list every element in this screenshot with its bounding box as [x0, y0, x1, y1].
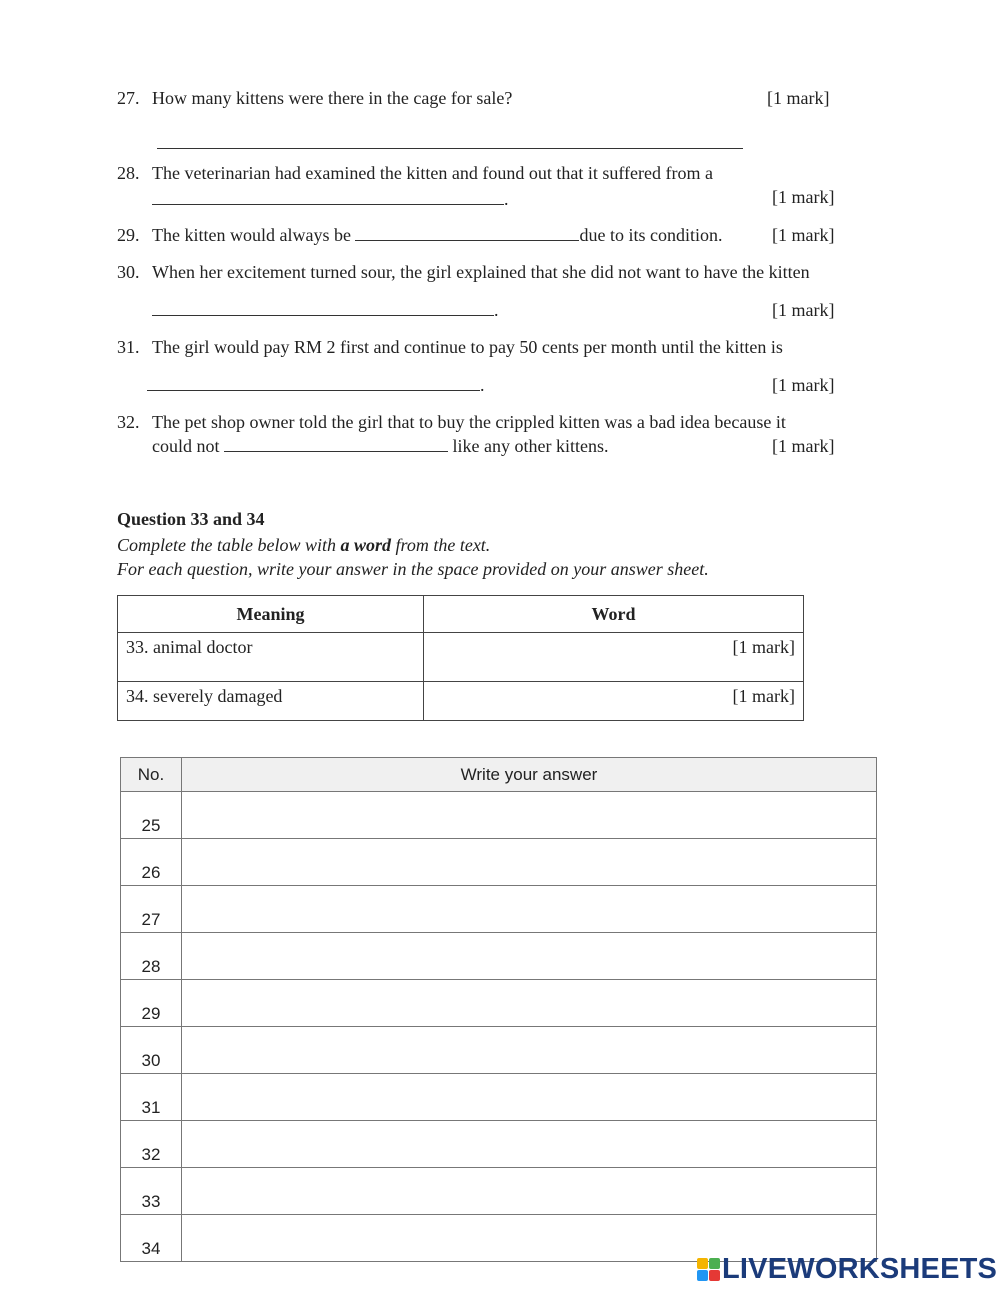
answer-number: 27: [121, 886, 182, 933]
question-31-number: 31.: [117, 337, 140, 357]
question-32-number: 32.: [117, 412, 140, 432]
question-29-blank[interactable]: [355, 226, 579, 241]
answer-input-cell[interactable]: [182, 839, 877, 886]
table-row: [121, 1074, 877, 1121]
table-row: [121, 980, 877, 1027]
question-27-answer-line[interactable]: [157, 148, 743, 149]
answer-number: 30: [121, 1027, 182, 1074]
answer-number: 31: [121, 1074, 182, 1121]
question-29-text-after: due to its condition.: [579, 225, 723, 245]
question-28-blank-line[interactable]: .: [152, 189, 509, 210]
question-31-blank-line[interactable]: .: [147, 375, 485, 396]
answer-input-cell[interactable]: [182, 933, 877, 980]
table-row: [121, 933, 877, 980]
question-29-mark: [1 mark]: [772, 225, 835, 245]
answer-table-header: [121, 758, 877, 792]
question-29-number: 29.: [117, 225, 140, 245]
question-28-mark: [1 mark]: [772, 187, 835, 207]
answer-input-cell[interactable]: [182, 980, 877, 1027]
question-30-number: 30.: [117, 262, 140, 282]
table-row: [121, 1168, 877, 1215]
question-28-text: The veterinarian had examined the kitten and found out that it suffered from a: [152, 163, 713, 183]
meaning-cell: 33. animal doctor: [118, 633, 424, 682]
word-cell[interactable]: [1 mark]: [424, 682, 804, 721]
question-30-blank-line[interactable]: .: [152, 300, 499, 321]
answer-input-cell[interactable]: [182, 1027, 877, 1074]
question-28-number: 28.: [117, 163, 140, 183]
instruction-1-after: from the text.: [395, 535, 491, 555]
question-30-mark: [1 mark]: [772, 300, 835, 320]
meaning-cell: 34. severely damaged: [118, 682, 424, 721]
question-31-mark: [1 mark]: [772, 375, 835, 395]
answer-input-cell[interactable]: [182, 1074, 877, 1121]
table-row: [121, 839, 877, 886]
liveworksheets-logo[interactable]: [697, 1253, 997, 1286]
answer-number: 29: [121, 980, 182, 1027]
answer-number: 34: [121, 1215, 182, 1262]
answer-header: Write your answer: [182, 758, 877, 792]
table-row: [118, 633, 804, 682]
question-32-text-before: could not: [152, 436, 220, 456]
instruction-1-bold: a word: [340, 535, 391, 555]
answer-number: 26: [121, 839, 182, 886]
answer-number: 32: [121, 1121, 182, 1168]
liveworksheets-logo-icon: [697, 1258, 720, 1281]
section-instruction-1: [117, 535, 490, 556]
question-32-text-line1: The pet shop owner told the girl that to buy the crippled kitten was a bad idea because it: [152, 412, 786, 432]
answer-input-cell[interactable]: [182, 886, 877, 933]
question-27-text: How many kittens were there in the cage for sale?: [152, 88, 513, 108]
question-29-text-before: The kitten would always be: [152, 225, 351, 245]
table-row: [121, 1027, 877, 1074]
table-row: [118, 682, 804, 721]
liveworksheets-logo-text: LIVEWORKSHEETS: [722, 1253, 998, 1285]
answer-sheet-table: [120, 757, 877, 1262]
answer-number: 25: [121, 792, 182, 839]
answer-input-cell[interactable]: [182, 1121, 877, 1168]
question-27-number: 27.: [117, 88, 140, 108]
meaning-header: Meaning: [118, 596, 424, 633]
question-29-text: [152, 225, 722, 246]
question-32-text-after: like any other kittens.: [452, 436, 609, 456]
no-header: No.: [121, 758, 182, 792]
meaning-table-header: [118, 596, 804, 633]
instruction-1-before: Complete the table below with: [117, 535, 336, 555]
word-header: Word: [424, 596, 804, 633]
word-cell[interactable]: [1 mark]: [424, 633, 804, 682]
answer-number: 33: [121, 1168, 182, 1215]
table-row: [121, 1121, 877, 1168]
question-32-blank[interactable]: [224, 437, 448, 452]
question-27-mark: [1 mark]: [767, 88, 830, 108]
answer-input-cell[interactable]: [182, 1168, 877, 1215]
question-31-text: The girl would pay RM 2 first and continue to pay 50 cents per month until the kitten is: [152, 337, 783, 357]
question-32-text-line2: [152, 436, 608, 457]
answer-number: 28: [121, 933, 182, 980]
question-32-mark: [1 mark]: [772, 436, 835, 456]
section-title: Question 33 and 34: [117, 509, 265, 529]
table-row: [121, 792, 877, 839]
meaning-word-table: [117, 595, 804, 721]
question-30-text: When her excitement turned sour, the girl explained that she did not want to have the kitten: [152, 262, 810, 282]
table-row: [121, 886, 877, 933]
answer-input-cell[interactable]: [182, 792, 877, 839]
section-instruction-2: For each question, write your answer in the space provided on your answer sheet.: [117, 559, 709, 579]
